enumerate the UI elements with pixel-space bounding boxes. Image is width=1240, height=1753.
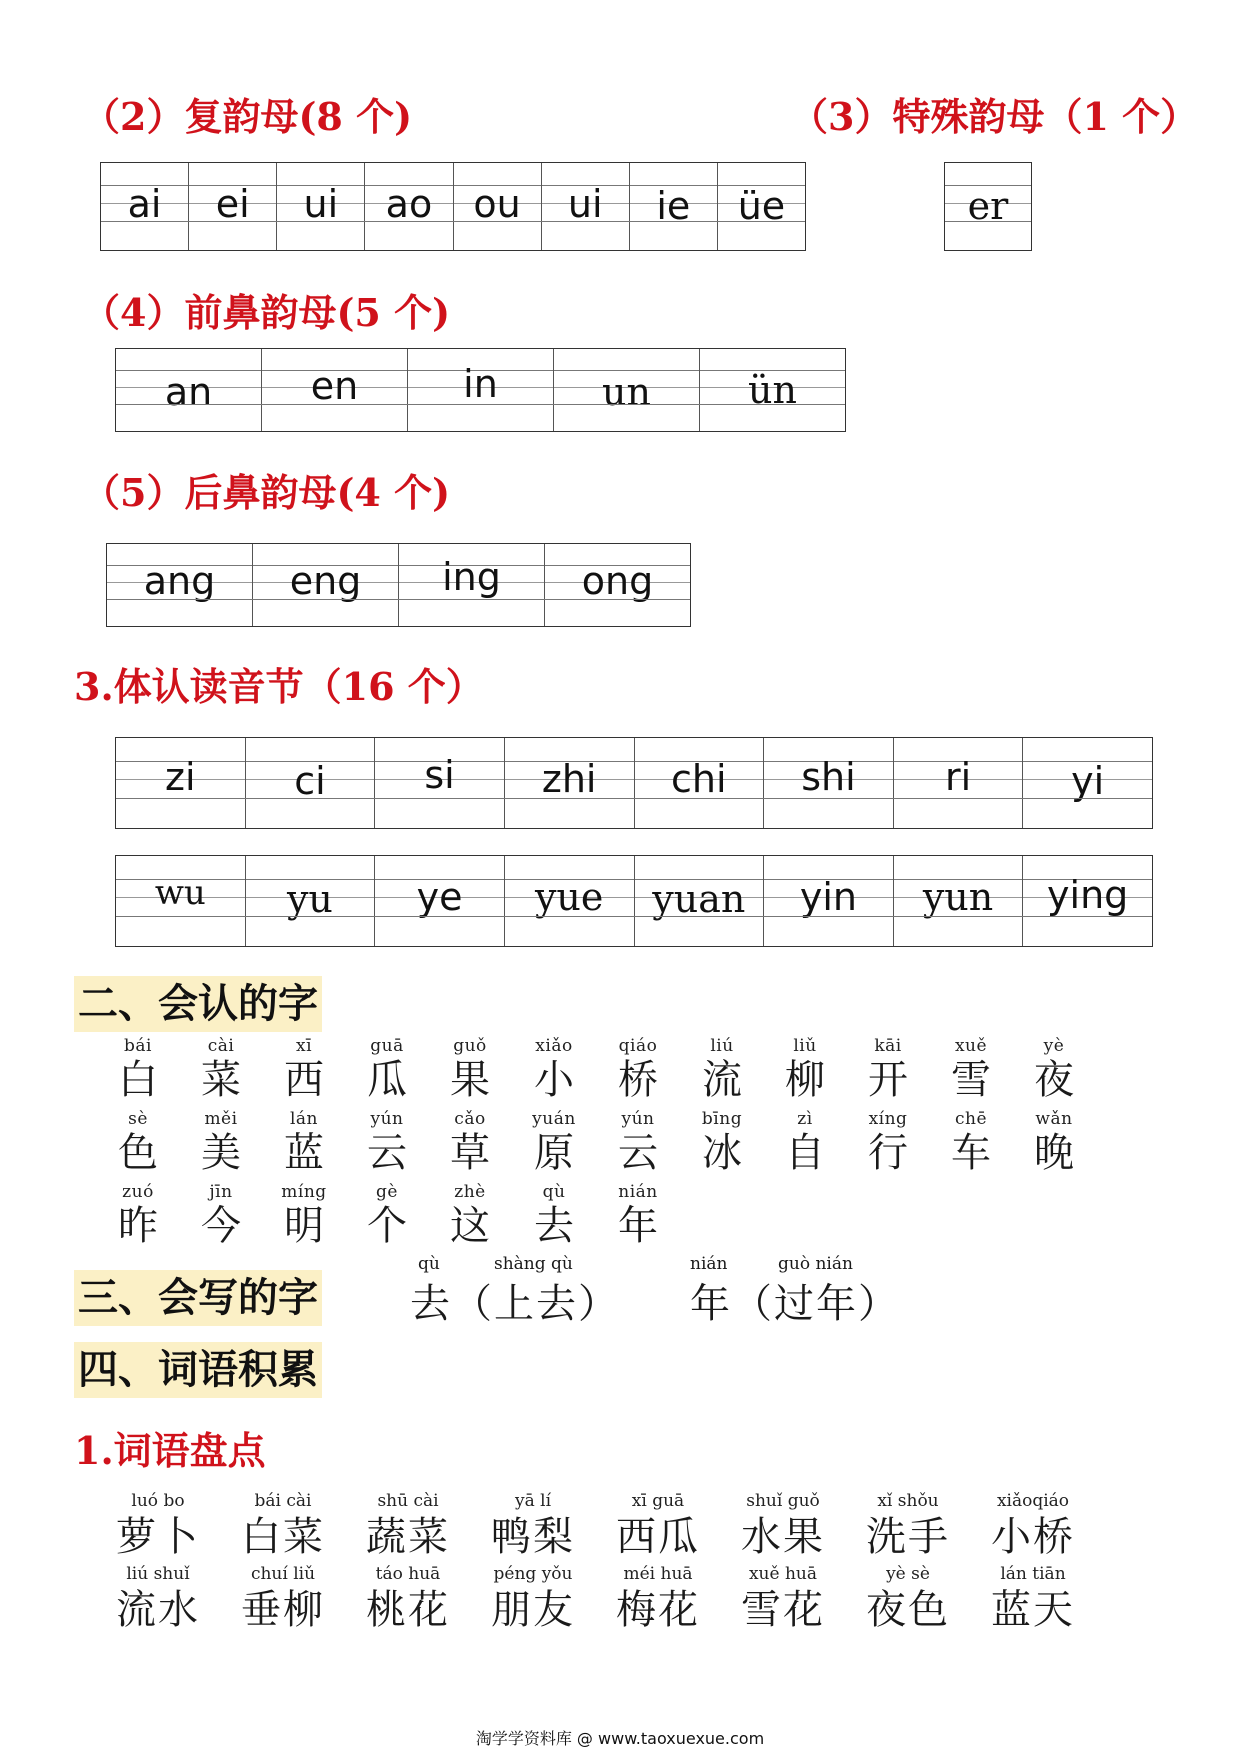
grid-houbi (106, 543, 691, 627)
grid-cell: üe (737, 184, 786, 228)
char-item: yuán 原 (532, 1109, 576, 1176)
section-heading-huixie: 三、会写的字 (74, 1270, 322, 1326)
word-item: xī guā 西瓜 (616, 1491, 700, 1560)
word-item: táo huā 桃花 (366, 1564, 450, 1633)
grid-cell: ong (581, 559, 654, 603)
char-item: yún 云 (367, 1109, 407, 1176)
char-item: bīng 冰 (701, 1109, 743, 1176)
pinyin: guò nián (778, 1254, 853, 1274)
word-item: bái cài 白菜 (241, 1491, 325, 1560)
char-item: měi 美 (201, 1109, 241, 1176)
char-item: xuě 雪 (951, 1036, 991, 1103)
char-item: kāi 开 (868, 1036, 908, 1103)
grid-teshu (944, 162, 1032, 251)
grid-cell: ün (748, 368, 797, 412)
word-item: méi huā 梅花 (616, 1564, 700, 1633)
char-item: qù 去 (534, 1182, 574, 1249)
grid-cell: ang (107, 544, 253, 626)
char-item: zì 自 (785, 1109, 825, 1176)
word-item: chuí liǔ 垂柳 (241, 1564, 325, 1633)
char-item: xī 西 (284, 1036, 324, 1103)
char-item: nián 年 (618, 1182, 658, 1249)
char-item: lán 蓝 (284, 1109, 324, 1176)
char-item: chē 车 (951, 1109, 991, 1176)
word-item: xǐ shǒu 洗手 (866, 1491, 950, 1560)
word-item: liú shuǐ 流水 (116, 1564, 200, 1633)
word-item: lán tiān 蓝天 (991, 1564, 1075, 1633)
grid-qianbi (115, 348, 846, 432)
grid-zhengti-row2 (115, 855, 1153, 947)
grid-cell: ao (365, 163, 453, 250)
section-title-zhengti: 3.体认读音节（16 个） (74, 664, 484, 709)
grid-cell: si (375, 738, 505, 828)
grid-cell: ai (101, 163, 189, 250)
char-item: xiǎo 小 (534, 1036, 574, 1103)
grid-cell: eng (253, 544, 399, 626)
footer-watermark: 淘学学资料库 @ www.taoxuexue.com (475, 1729, 765, 1748)
char-item: bái 白 (118, 1036, 158, 1103)
grid-cell: er (967, 184, 1009, 228)
char-item: yè 夜 (1034, 1036, 1074, 1103)
char-item: gè 个 (367, 1182, 407, 1249)
grid-cell: yue (505, 856, 635, 946)
char-item: cài 菜 (201, 1036, 241, 1103)
pinyin: qù (418, 1254, 440, 1274)
grid-cell: ie (630, 163, 718, 250)
word-item: yā lí 鸭梨 (491, 1491, 575, 1560)
char-item: liú 流 (702, 1036, 742, 1103)
section-heading-ciyu: 四、词语积累 (74, 1342, 322, 1398)
grid-zhengti-row1 (115, 737, 1153, 829)
char-item: jīn 今 (201, 1182, 241, 1249)
subheading-ciyu-pandian: 1.词语盘点 (74, 1428, 266, 1473)
char-item: zhè 这 (450, 1182, 490, 1249)
grid-cell: in (408, 349, 554, 431)
section-title-qianbi: （4）前鼻韵母(5 个) (82, 290, 451, 335)
char-item: cǎo 草 (450, 1109, 490, 1176)
grid-cell: an (116, 349, 262, 431)
grid-cell: ui (277, 163, 365, 250)
section-title-fuyunmu: （2）复韵母(8 个) (82, 94, 413, 139)
grid-cell: ci (246, 738, 376, 828)
word-item: péng yǒu 朋友 (491, 1564, 575, 1633)
grid-cell: ye (375, 856, 505, 946)
grid-cell: wu (116, 856, 246, 946)
pinyin: nián (690, 1254, 728, 1274)
section-heading-huiren: 二、会认的字 (74, 976, 322, 1032)
grid-cell: un (554, 349, 700, 431)
char-item: sè 色 (118, 1109, 158, 1176)
char-item: xíng 行 (868, 1109, 908, 1176)
word-item: shuǐ guǒ 水果 (741, 1491, 825, 1560)
grid-cell: ei (189, 163, 277, 250)
word-item: xuě huā 雪花 (741, 1564, 825, 1633)
grid-cell: yin (764, 856, 894, 946)
word-item: yè sè 夜色 (866, 1564, 950, 1633)
grid-cell: en (262, 349, 408, 431)
grid-cell: chi (635, 738, 765, 828)
grid-cell: yu (246, 856, 376, 946)
char-item: yún 云 (618, 1109, 658, 1176)
word-item: shū cài 蔬菜 (366, 1491, 450, 1560)
grid-cell: ing (399, 544, 545, 626)
char-item: míng 明 (281, 1182, 327, 1249)
grid-cell: ri (894, 738, 1024, 828)
grid-cell: zi (116, 738, 246, 828)
char-item: guǒ 果 (450, 1036, 490, 1103)
grid-cell: ou (454, 163, 542, 250)
grid-fuyunmu (100, 162, 806, 251)
grid-cell: shi (764, 738, 894, 828)
section-title-houbi: （5）后鼻韵母(4 个) (82, 470, 451, 515)
write-text: 年（过年） (690, 1281, 900, 1327)
write-text: 去（上去） (410, 1281, 620, 1327)
char-item: zuó 昨 (118, 1182, 158, 1249)
grid-cell: zhi (505, 738, 635, 828)
grid-cell: yuan (635, 856, 765, 946)
grid-cell: ying (1047, 873, 1129, 917)
grid-cell: yi (1071, 759, 1105, 803)
char-item: qiáo 桥 (618, 1036, 658, 1103)
word-item: xiǎoqiáo 小桥 (991, 1491, 1075, 1560)
pinyin: shàng qù (494, 1254, 573, 1274)
grid-cell: ui (542, 163, 630, 250)
grid-cell: yun (894, 856, 1024, 946)
char-item: guā 瓜 (367, 1036, 407, 1103)
word-item: luó bo 萝卜 (116, 1491, 200, 1560)
section-title-teshu: （3）特殊韵母（1 个） (790, 94, 1199, 139)
char-item: liǔ 柳 (785, 1036, 825, 1103)
char-item: wǎn 晚 (1034, 1109, 1074, 1176)
